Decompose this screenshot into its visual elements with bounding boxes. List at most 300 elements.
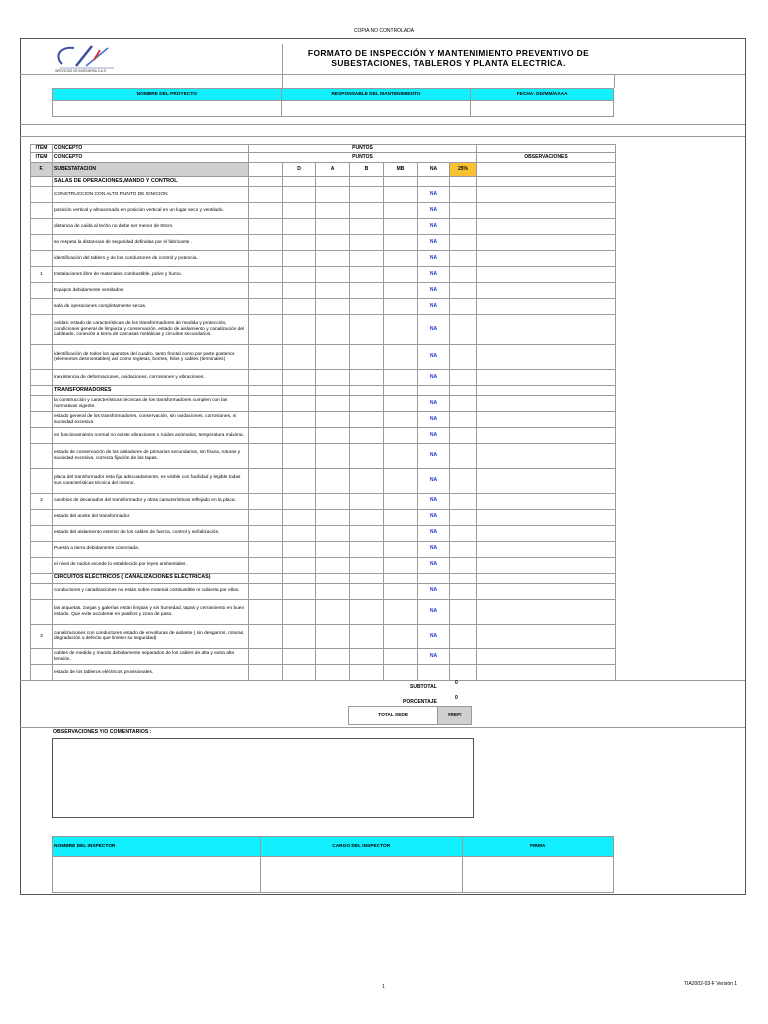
- checklist-row: [31, 493, 616, 509]
- score-blank-cell[interactable]: [384, 583, 418, 599]
- score-mb-cell[interactable]: [350, 187, 384, 203]
- item-number: [31, 599, 53, 624]
- company-logo: [52, 42, 122, 74]
- score-b-cell[interactable]: [316, 251, 350, 267]
- score-mb-cell[interactable]: [350, 345, 384, 370]
- item-number: [31, 428, 53, 444]
- score-mb-cell[interactable]: [350, 203, 384, 219]
- na-cell[interactable]: NA: [418, 315, 450, 345]
- score-d-cell[interactable]: [249, 525, 283, 541]
- checklist-item-text: estado de conservación de los aisladores de primarios secundarios, sin fisura, roturas y suciedad excesiva, correcta fijación de las tapas.: [53, 444, 249, 469]
- checklist-row: [31, 557, 616, 573]
- score-blank-cell[interactable]: [384, 599, 418, 624]
- item-number: [31, 235, 53, 251]
- col-d: D: [283, 163, 316, 177]
- observation-cell[interactable]: [477, 370, 616, 386]
- checklist-item-text: identificación del tablero y de los conductores de control y potencia.: [53, 251, 249, 267]
- score-b-cell[interactable]: [316, 649, 350, 665]
- score-blank-cell[interactable]: [384, 541, 418, 557]
- score-b-cell[interactable]: [316, 557, 350, 573]
- item-number: 2: [31, 493, 53, 509]
- score-blank-cell[interactable]: [384, 396, 418, 412]
- score-blank-cell[interactable]: [384, 428, 418, 444]
- score-blank-cell[interactable]: [384, 251, 418, 267]
- checklist-item-text: cables de medida y mando debidamente separados de los cables de alta y extra alta tensión.: [53, 649, 249, 665]
- project-name-value[interactable]: [53, 101, 282, 117]
- score-a-cell[interactable]: [283, 665, 316, 681]
- observation-cell[interactable]: [477, 251, 616, 267]
- na-cell[interactable]: NA: [418, 203, 450, 219]
- score-a-cell[interactable]: [283, 509, 316, 525]
- subtotal-value: 0: [455, 680, 458, 686]
- checklist-item-text: Equipos debidamente ventilados: [53, 283, 249, 299]
- na-cell[interactable]: NA: [418, 493, 450, 509]
- score-d-cell[interactable]: [249, 583, 283, 599]
- score-a-cell[interactable]: [283, 541, 316, 557]
- observations-header: OBSERVACIONES: [477, 153, 616, 163]
- score-mb-cell[interactable]: [350, 468, 384, 493]
- na-cell[interactable]: NA: [418, 370, 450, 386]
- observation-cell[interactable]: [477, 235, 616, 251]
- item-number: [31, 468, 53, 493]
- na-cell[interactable]: NA: [418, 235, 450, 251]
- signature-value[interactable]: [462, 857, 613, 893]
- score-a-cell[interactable]: [283, 315, 316, 345]
- pct-cell: [450, 345, 477, 370]
- score-b-cell[interactable]: [316, 525, 350, 541]
- inspector-table: [52, 836, 614, 893]
- score-d-cell[interactable]: [249, 649, 283, 665]
- score-b-cell[interactable]: [316, 541, 350, 557]
- score-blank-cell[interactable]: [384, 557, 418, 573]
- section-row: [31, 386, 616, 396]
- checklist-row: [31, 396, 616, 412]
- checklist-item-text: la construcción y características técnicas de los transformadores cumplen con las normativas vigente.: [53, 396, 249, 412]
- score-mb-cell[interactable]: [350, 649, 384, 665]
- checklist-row: [31, 235, 616, 251]
- item-header-2: ITEM: [31, 153, 53, 163]
- item-number: [31, 583, 53, 599]
- checklist-row: [31, 203, 616, 219]
- score-a-cell[interactable]: [283, 370, 316, 386]
- na-cell[interactable]: NA: [418, 412, 450, 428]
- pct-cell: [450, 665, 477, 681]
- score-a-cell[interactable]: [283, 267, 316, 283]
- score-mb-cell[interactable]: [350, 624, 384, 649]
- points-header: PUNTOS: [249, 145, 477, 153]
- na-cell[interactable]: NA: [418, 396, 450, 412]
- checklist-item-text: se respeta la distancias de seguridad definidas por el fabricante .: [53, 235, 249, 251]
- item-number: [31, 665, 53, 681]
- observation-cell[interactable]: [477, 315, 616, 345]
- na-cell[interactable]: NA: [418, 509, 450, 525]
- score-blank-cell[interactable]: [384, 468, 418, 493]
- score-d-cell[interactable]: [249, 315, 283, 345]
- item-number: [31, 251, 53, 267]
- observation-cell[interactable]: [477, 412, 616, 428]
- item-number: [31, 649, 53, 665]
- observation-cell[interactable]: [477, 509, 616, 525]
- pct-cell: [450, 187, 477, 203]
- score-d-cell[interactable]: [249, 345, 283, 370]
- inspector-role-value[interactable]: [260, 857, 462, 893]
- checklist-item-text: conductores y canalizaciones no están sobre material combustible ni cubierta por ellos.: [53, 583, 249, 599]
- score-d-cell[interactable]: [249, 428, 283, 444]
- score-d-cell[interactable]: [249, 599, 283, 624]
- score-d-cell[interactable]: [249, 203, 283, 219]
- score-a-cell[interactable]: [283, 345, 316, 370]
- logo-caption: SERVICIOS DE INGENIERIA S.A.S: [55, 69, 106, 73]
- score-blank-cell[interactable]: [384, 649, 418, 665]
- page-number: 1: [382, 984, 385, 990]
- pct-cell: [450, 315, 477, 345]
- na-cell[interactable]: NA: [418, 428, 450, 444]
- score-a-cell[interactable]: [283, 624, 316, 649]
- date-value[interactable]: [471, 101, 614, 117]
- score-blank-cell[interactable]: [384, 235, 418, 251]
- percent-badge: 25%: [450, 163, 477, 177]
- na-cell[interactable]: NA: [418, 219, 450, 235]
- subtotal-label: SUBTOTAL: [410, 684, 437, 690]
- score-d-cell[interactable]: [249, 541, 283, 557]
- score-a-cell[interactable]: [283, 219, 316, 235]
- score-a-cell[interactable]: [283, 583, 316, 599]
- score-mb-cell[interactable]: [350, 525, 384, 541]
- score-mb-cell[interactable]: [350, 396, 384, 412]
- score-blank-cell[interactable]: [384, 315, 418, 345]
- observation-cell[interactable]: [477, 665, 616, 681]
- project-name-header: NOMBRE DEL PROYECTO: [53, 89, 282, 101]
- item-number: [31, 509, 53, 525]
- score-a-cell[interactable]: [283, 251, 316, 267]
- score-mb-cell[interactable]: [350, 428, 384, 444]
- pct-cell: [450, 396, 477, 412]
- checklist-item-text: sala de operaciones completamente secas.: [53, 299, 249, 315]
- col-a: A: [316, 163, 350, 177]
- observations-label: OBSERVACIONES Y/O COMENTARIOS :: [53, 729, 152, 735]
- inspector-name-header: NOMBRE DEL INSPECTOR: [53, 837, 261, 857]
- score-b-cell[interactable]: [316, 187, 350, 203]
- score-d-cell[interactable]: [249, 235, 283, 251]
- responsible-header: RESPONSABLE DEL MANTENIMIENTO: [281, 89, 471, 101]
- checklist-item-text: estado del aislamiento exterior de los cables de fuerza, control y señalización.: [53, 525, 249, 541]
- checklist-row: [31, 370, 616, 386]
- item-number: [31, 396, 53, 412]
- score-mb-cell[interactable]: [350, 557, 384, 573]
- na-cell[interactable]: NA: [418, 444, 450, 469]
- score-mb-cell[interactable]: [350, 315, 384, 345]
- score-d-cell[interactable]: [249, 557, 283, 573]
- score-a-cell[interactable]: [283, 396, 316, 412]
- na-cell[interactable]: NA: [418, 599, 450, 624]
- observation-cell[interactable]: [477, 624, 616, 649]
- score-blank-cell[interactable]: [384, 299, 418, 315]
- checklist-item-text: Puesta a tierra debidamente conectada.: [53, 541, 249, 557]
- observations-textarea[interactable]: [52, 738, 474, 818]
- pct-cell: [450, 649, 477, 665]
- item-number: [31, 315, 53, 345]
- checklist-item-text: distancia de caída al techo no debe ser menor de 60cm.: [53, 219, 249, 235]
- score-blank-cell[interactable]: [384, 493, 418, 509]
- score-a-cell[interactable]: [283, 283, 316, 299]
- checklist-item-text: canalizaciones con conductores estado de envolturas de aislante ( sin desgarros, roturas, degradación o defecto que limiten su seguridad).: [53, 624, 249, 649]
- item-number: [31, 299, 53, 315]
- score-d-cell[interactable]: [249, 412, 283, 428]
- score-b-cell[interactable]: [316, 370, 350, 386]
- score-b-cell[interactable]: [316, 583, 350, 599]
- checklist-row: [31, 219, 616, 235]
- score-mb-cell[interactable]: [350, 267, 384, 283]
- section-row: [31, 573, 616, 583]
- observation-cell[interactable]: [477, 493, 616, 509]
- item-header: ITEM: [31, 145, 53, 153]
- checklist-row: [31, 315, 616, 345]
- score-a-cell[interactable]: [283, 187, 316, 203]
- score-mb-cell[interactable]: [350, 219, 384, 235]
- na-cell[interactable]: NA: [418, 267, 450, 283]
- observation-cell[interactable]: [477, 541, 616, 557]
- checklist-item-text: en funcionamiento normal no existe vibraciones o ruidos anómalos, temperatura máxima.: [53, 428, 249, 444]
- checklist-row: [31, 412, 616, 428]
- score-mb-cell[interactable]: [350, 493, 384, 509]
- item-number: [31, 557, 53, 573]
- score-a-cell[interactable]: [283, 235, 316, 251]
- checklist-item-text: posición vertical y almacenado en posición vertical en un lugar seco y ventilado.: [53, 203, 249, 219]
- score-b-cell[interactable]: [316, 624, 350, 649]
- pct-cell: [450, 428, 477, 444]
- score-d-cell[interactable]: [249, 665, 283, 681]
- na-cell[interactable]: NA: [418, 583, 450, 599]
- score-blank-cell[interactable]: [384, 345, 418, 370]
- score-a-cell[interactable]: [283, 649, 316, 665]
- checklist-row: [31, 428, 616, 444]
- title-line-2: SUBESTACIONES, TABLEROS Y PLANTA ELECTRICA.: [331, 58, 566, 68]
- score-b-cell[interactable]: [316, 599, 350, 624]
- na-cell[interactable]: NA: [418, 624, 450, 649]
- item-number: 3: [31, 624, 53, 649]
- checklist-row: [31, 345, 616, 370]
- score-b-cell[interactable]: [316, 283, 350, 299]
- score-d-cell[interactable]: [249, 219, 283, 235]
- score-a-cell[interactable]: [283, 203, 316, 219]
- score-d-cell[interactable]: [249, 251, 283, 267]
- observation-cell[interactable]: [477, 187, 616, 203]
- score-mb-cell[interactable]: [350, 665, 384, 681]
- observation-cell[interactable]: [477, 525, 616, 541]
- checklist-row: [31, 187, 616, 203]
- score-mb-cell[interactable]: [350, 235, 384, 251]
- pct-cell: [450, 493, 477, 509]
- item-number: [31, 525, 53, 541]
- na-cell[interactable]: NA: [418, 649, 450, 665]
- score-a-cell[interactable]: [283, 557, 316, 573]
- observation-cell[interactable]: [477, 557, 616, 573]
- col-b: B: [350, 163, 384, 177]
- na-cell[interactable]: [418, 665, 450, 681]
- score-d-cell[interactable]: [249, 299, 283, 315]
- pct-cell: [450, 624, 477, 649]
- f-label: F.: [31, 163, 53, 177]
- score-b-cell[interactable]: [316, 299, 350, 315]
- section-title: CIRCUITOS ELÉCTRICOS ( CANALIZACIONES ELÉCTRICAS): [53, 573, 249, 583]
- score-blank-cell[interactable]: [384, 665, 418, 681]
- checklist-item-text: placa del transformador esta fija adecuadamente, es visible con facilidad y legible todas sus características técnica del mismo.: [53, 468, 249, 493]
- score-a-cell[interactable]: [283, 599, 316, 624]
- score-d-cell[interactable]: [249, 283, 283, 299]
- observation-cell[interactable]: [477, 428, 616, 444]
- inspector-name-value[interactable]: [53, 857, 261, 893]
- score-b-cell[interactable]: [316, 219, 350, 235]
- observation-cell[interactable]: [477, 283, 616, 299]
- points-header-2: PUNTOS: [249, 153, 477, 163]
- score-a-cell[interactable]: [283, 299, 316, 315]
- score-mb-cell[interactable]: [350, 509, 384, 525]
- score-b-cell[interactable]: [316, 235, 350, 251]
- observation-cell[interactable]: [477, 345, 616, 370]
- na-cell[interactable]: NA: [418, 283, 450, 299]
- score-blank-cell[interactable]: [384, 444, 418, 469]
- score-b-cell[interactable]: [316, 315, 350, 345]
- score-d-cell[interactable]: [249, 509, 283, 525]
- subestacion-label: SUBESTATACION: [53, 163, 249, 177]
- score-mb-cell[interactable]: [350, 299, 384, 315]
- score-blank-cell[interactable]: [384, 412, 418, 428]
- concept-header-2: CONCEPTO: [53, 153, 249, 163]
- na-cell[interactable]: NA: [418, 345, 450, 370]
- observation-cell[interactable]: [477, 599, 616, 624]
- observation-cell[interactable]: [477, 299, 616, 315]
- pct-cell: [450, 557, 477, 573]
- score-d-cell[interactable]: [249, 444, 283, 469]
- na-cell[interactable]: NA: [418, 187, 450, 203]
- checklist-item-text: CONSTRUCCION CON ALTO PUNTO DE IGNICION: [53, 187, 249, 203]
- score-b-cell[interactable]: [316, 444, 350, 469]
- percentage-label: PORCENTAJE: [403, 699, 437, 705]
- observation-cell[interactable]: [477, 219, 616, 235]
- score-a-cell[interactable]: [283, 493, 316, 509]
- score-b-cell[interactable]: [316, 468, 350, 493]
- na-cell[interactable]: NA: [418, 251, 450, 267]
- score-d-cell[interactable]: [249, 267, 283, 283]
- score-mb-cell[interactable]: [350, 541, 384, 557]
- pct-cell: [450, 509, 477, 525]
- na-cell[interactable]: NA: [418, 541, 450, 557]
- checklist-item-text: cambios de devanados del transformador y otras características reflejado en la placa.: [53, 493, 249, 509]
- score-b-cell[interactable]: [316, 267, 350, 283]
- checklist-item-text: estado de los tableros eléctricos provisionales.: [53, 665, 249, 681]
- col-mb: MB: [384, 163, 418, 177]
- observation-cell[interactable]: [477, 203, 616, 219]
- checklist-row: [31, 299, 616, 315]
- score-b-cell[interactable]: [316, 509, 350, 525]
- score-a-cell[interactable]: [283, 428, 316, 444]
- pct-cell: [450, 370, 477, 386]
- observation-cell[interactable]: [477, 468, 616, 493]
- observation-cell[interactable]: [477, 267, 616, 283]
- project-header-table: [52, 88, 614, 117]
- pct-cell: [450, 219, 477, 235]
- item-number: 1: [31, 267, 53, 283]
- score-mb-cell[interactable]: [350, 444, 384, 469]
- score-blank-cell[interactable]: [384, 267, 418, 283]
- checklist-row: [31, 583, 616, 599]
- score-blank-cell[interactable]: [384, 525, 418, 541]
- score-b-cell[interactable]: [316, 665, 350, 681]
- score-a-cell[interactable]: [283, 444, 316, 469]
- score-a-cell[interactable]: [283, 468, 316, 493]
- score-d-cell[interactable]: [249, 396, 283, 412]
- score-mb-cell[interactable]: [350, 370, 384, 386]
- uncontrolled-copy-note: COPIA NO CONTROLADA: [353, 28, 415, 34]
- responsible-value[interactable]: [281, 101, 471, 117]
- score-b-cell[interactable]: [316, 493, 350, 509]
- score-mb-cell[interactable]: [350, 583, 384, 599]
- total-label: TOTAL SEDE: [349, 707, 438, 725]
- section-title: TRANSFORMADORES: [53, 386, 249, 396]
- na-cell[interactable]: NA: [418, 525, 450, 541]
- score-b-cell[interactable]: [316, 428, 350, 444]
- score-mb-cell[interactable]: [350, 599, 384, 624]
- pct-cell: [450, 235, 477, 251]
- pct-cell: [450, 583, 477, 599]
- score-d-cell[interactable]: [249, 187, 283, 203]
- title-line-1: FORMATO DE INSPECCIÓN Y MANTENIMIENTO PREVENTIVO DE: [307, 48, 590, 58]
- score-mb-cell[interactable]: [350, 412, 384, 428]
- score-d-cell[interactable]: [249, 493, 283, 509]
- score-blank-cell[interactable]: [384, 370, 418, 386]
- score-mb-cell[interactable]: [350, 251, 384, 267]
- title-box: [282, 44, 614, 74]
- score-b-cell[interactable]: [316, 345, 350, 370]
- checklist-row: [31, 509, 616, 525]
- pct-cell: [450, 412, 477, 428]
- pct-cell: [450, 541, 477, 557]
- pct-cell: [450, 203, 477, 219]
- score-b-cell[interactable]: [316, 396, 350, 412]
- na-cell[interactable]: NA: [418, 557, 450, 573]
- pct-cell: [450, 251, 477, 267]
- score-blank-cell[interactable]: [384, 187, 418, 203]
- observation-cell[interactable]: [477, 649, 616, 665]
- score-blank-cell[interactable]: [384, 509, 418, 525]
- na-cell[interactable]: NA: [418, 468, 450, 493]
- item-number: [31, 283, 53, 299]
- score-d-cell[interactable]: [249, 468, 283, 493]
- checklist-row: [31, 468, 616, 493]
- pct-cell: [450, 599, 477, 624]
- score-blank-cell[interactable]: [384, 624, 418, 649]
- score-blank-cell[interactable]: [384, 219, 418, 235]
- item-number: [31, 412, 53, 428]
- score-mb-cell[interactable]: [350, 283, 384, 299]
- inspector-role-header: CARGO DEL INSPECTOR: [260, 837, 462, 857]
- inspection-table: [30, 144, 616, 681]
- score-blank-cell[interactable]: [384, 283, 418, 299]
- score-blank-cell[interactable]: [384, 203, 418, 219]
- observation-cell[interactable]: [477, 396, 616, 412]
- observation-cell[interactable]: [477, 583, 616, 599]
- observation-cell[interactable]: [477, 444, 616, 469]
- score-b-cell[interactable]: [316, 203, 350, 219]
- score-a-cell[interactable]: [283, 412, 316, 428]
- score-d-cell[interactable]: [249, 370, 283, 386]
- item-number: [31, 444, 53, 469]
- na-cell[interactable]: NA: [418, 299, 450, 315]
- checklist-item-text: estado del aceite del transformador.: [53, 509, 249, 525]
- score-b-cell[interactable]: [316, 412, 350, 428]
- score-a-cell[interactable]: [283, 525, 316, 541]
- score-d-cell[interactable]: [249, 624, 283, 649]
